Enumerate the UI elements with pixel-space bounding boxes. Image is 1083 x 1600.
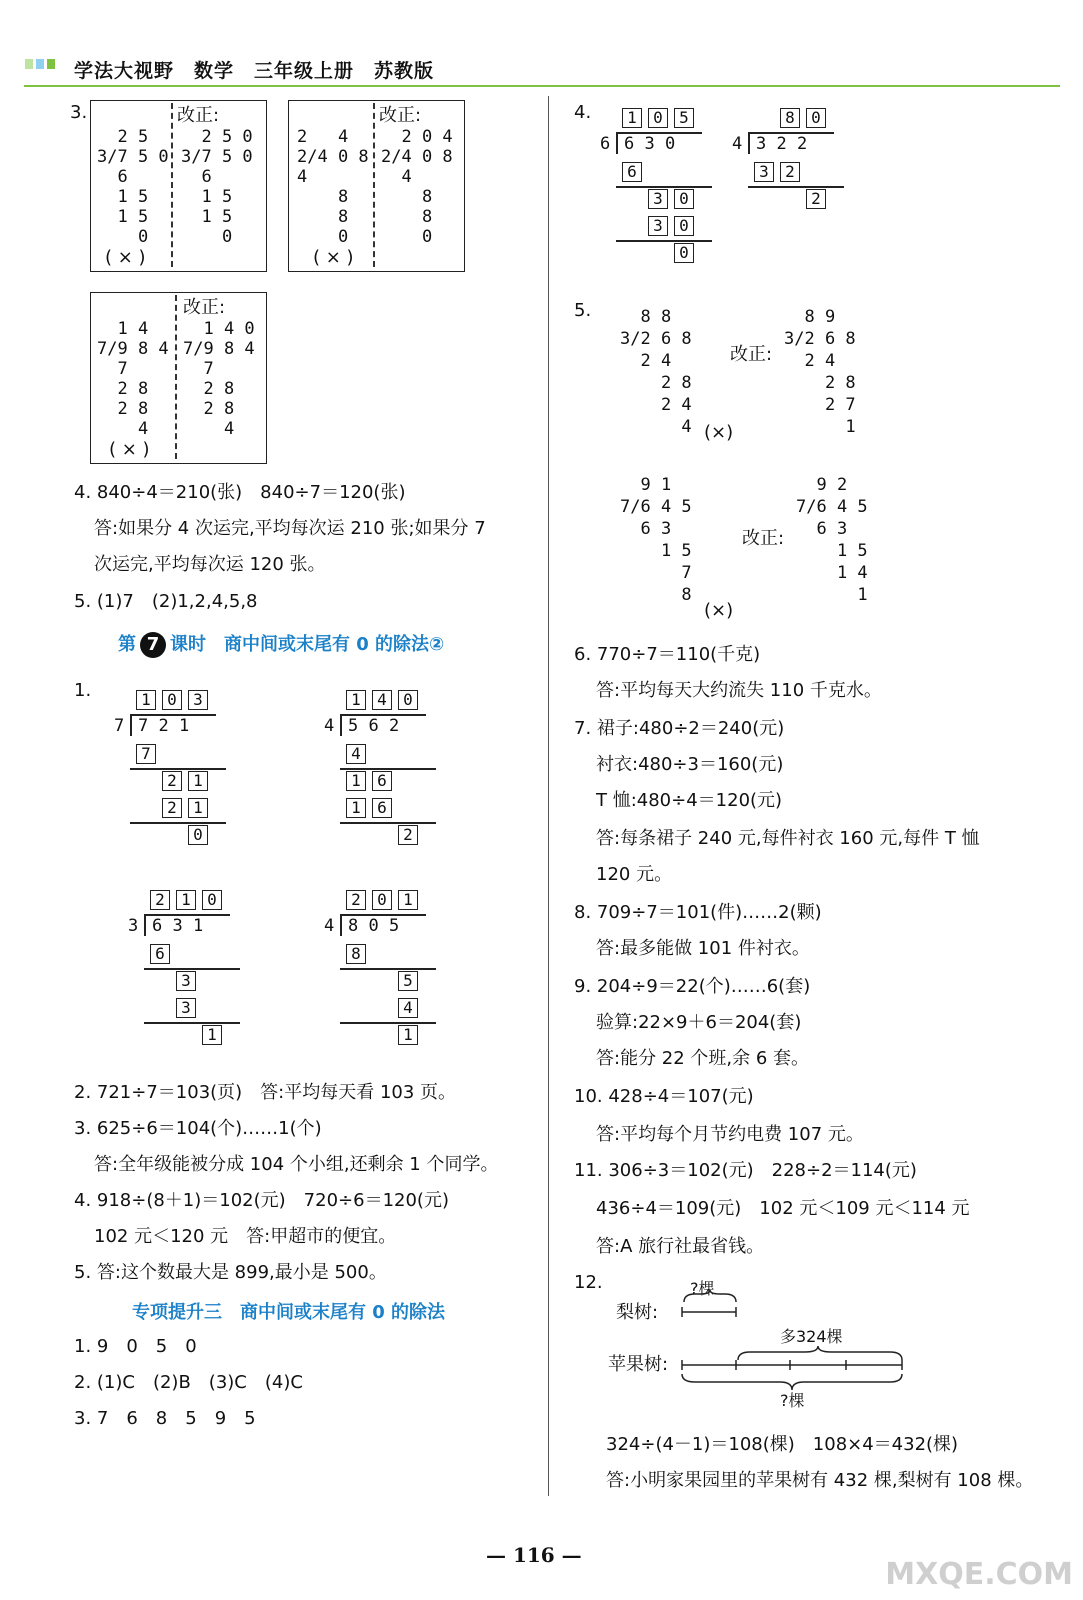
apple-tree-label: 苹果树:: [608, 1354, 669, 1375]
quotient-digit: 1: [346, 690, 366, 710]
step-digit: 2: [806, 189, 826, 209]
divisor: 4: [324, 716, 335, 736]
quotient-digit: 1: [622, 108, 642, 128]
q8-line1: 8. 709÷7＝101(件)……2(颗): [574, 902, 822, 923]
step-digit: 4: [346, 744, 366, 764]
division-bracket: [340, 714, 342, 736]
step-digit: 4: [398, 998, 418, 1018]
right-q5-label: 5.: [574, 300, 592, 321]
column-divider: [548, 96, 549, 1496]
step-digit: 7: [136, 744, 156, 764]
q3b-line2: 答:全年级能被分成 104 个小组,还剩余 1 个同学。: [94, 1154, 499, 1175]
corrected-division-q5b: 9 2 7/6 4 5 6 3 1 5 1 4 1: [796, 475, 868, 605]
q7-line3: T 恤:480÷4＝120(元): [596, 790, 783, 811]
step-digit: 1: [188, 798, 208, 818]
dividend: 5 6 2: [348, 716, 400, 736]
divisor: 4: [324, 916, 335, 936]
q7-line1: 7. 裙子:480÷2＝240(元): [574, 718, 785, 739]
section-title-special: 专项提升三 商中间或末尾有 0 的除法: [132, 1302, 446, 1323]
quotient-digit: 1: [398, 890, 418, 910]
header-title: 学法大视野 数学 三年级上册 苏教版: [74, 60, 435, 82]
correction-box-2: [288, 100, 465, 272]
step-digit: 3: [176, 998, 196, 1018]
apple-brace: [682, 1374, 902, 1390]
s2-q3: 3. 7 6 8 5 9 5: [74, 1408, 256, 1429]
line-segment-diagram: [600, 1290, 920, 1400]
corrected-division: 2 5 0 3/7 5 0 6 1 5 1 5 0: [181, 127, 253, 247]
pear-question-label: ?棵: [690, 1279, 715, 1298]
correction-label: 改正:: [379, 105, 422, 126]
division-bracket: [748, 132, 750, 154]
division-line: [340, 768, 436, 770]
divisor: 6: [600, 134, 611, 154]
q3-label: 3.: [70, 102, 88, 123]
quotient-digit: 0: [648, 108, 668, 128]
more-brace: [738, 1346, 902, 1360]
division-line: [340, 822, 436, 824]
s2-q2: 2. (1)C (2)B (3)C (4)C: [74, 1372, 303, 1393]
mark: ( × ): [313, 247, 354, 268]
q7-line2: 衬衣:480÷3＝160(元): [596, 754, 784, 775]
q6-line1: 6. 770÷7＝110(千克): [574, 644, 761, 665]
step-digit: 1: [188, 771, 208, 791]
step-digit: 1: [346, 798, 366, 818]
step-digit: 0: [674, 243, 694, 263]
pear-tree-label: 梨树:: [616, 1302, 659, 1323]
mark: (×): [704, 600, 734, 621]
q4b-line2: 102 元＜120 元 答:甲超市的便宜。: [94, 1226, 397, 1247]
pear-brace: [684, 1290, 736, 1302]
step-digit: 1: [346, 771, 366, 791]
quotient-digit: 0: [372, 890, 392, 910]
mark: ( × ): [109, 439, 150, 460]
wrong-division: 1 4 7/9 8 4 7 2 8 2 8 4: [97, 319, 169, 439]
quotient-digit: 3: [188, 690, 208, 710]
correction-label: 改正:: [742, 528, 785, 549]
mark: ( × ): [105, 247, 146, 268]
correction-label: 改正:: [177, 105, 220, 126]
q7-line4: 答:每条裙子 240 元,每件衬衣 160 元,每件 T 恤: [596, 828, 980, 849]
quotient-digit: 0: [398, 690, 418, 710]
correction-label: 改正:: [730, 344, 773, 365]
dividend: 3 2 2: [756, 134, 808, 154]
q10-line2: 答:平均每个月节约电费 107 元。: [596, 1124, 864, 1145]
quotient-digit: 5: [674, 108, 694, 128]
s2-q1: 1. 9 0 5 0: [74, 1336, 197, 1357]
divisor: 3: [128, 916, 139, 936]
quotient-digit: 0: [202, 890, 222, 910]
step-digit: 3: [754, 162, 774, 182]
division-line: [144, 1022, 240, 1024]
division-bracket: [616, 132, 618, 154]
q11-line3: 答:A 旅行社最省钱。: [596, 1236, 765, 1257]
step-digit: 5: [398, 971, 418, 991]
q4-line3: 次运完,平均每次运 120 张。: [94, 554, 326, 575]
correction-box-3: [90, 292, 267, 464]
quotient-digit: 1: [176, 890, 196, 910]
divisor: 7: [114, 716, 125, 736]
dividend: 8 0 5: [348, 916, 400, 936]
q4b-line1: 4. 918÷(8＋1)＝102(元) 720÷6＝120(元): [74, 1190, 449, 1211]
dividend: 7 2 1: [138, 716, 190, 736]
division-bracket: [130, 714, 132, 736]
step-digit: 0: [188, 825, 208, 845]
right-q4-label: 4.: [574, 102, 592, 123]
step-digit: 0: [674, 189, 694, 209]
quotient-digit: 0: [806, 108, 826, 128]
quotient-digit: 8: [780, 108, 800, 128]
step-digit: 6: [372, 771, 392, 791]
q12-calc: 324÷(4－1)＝108(棵) 108×4＝432(棵): [606, 1434, 959, 1455]
division-line: [616, 186, 712, 188]
step-digit: 3: [648, 189, 668, 209]
correction-label: 改正:: [183, 297, 226, 318]
q7-line5: 120 元。: [596, 864, 673, 885]
quotient-digit: 2: [346, 890, 366, 910]
q4-line2: 答:如果分 4 次运完,平均每次运 210 张;如果分 7: [94, 518, 486, 539]
q5b: 5. 答:这个数最大是 899,最小是 500。: [74, 1262, 387, 1283]
step-digit: 3: [176, 971, 196, 991]
step-digit: 2: [162, 798, 182, 818]
q8-line2: 答:最多能做 101 件衬衣。: [596, 938, 810, 959]
division-line: [340, 968, 436, 970]
dividend: 6 3 0: [624, 134, 676, 154]
watermark: MXQE.COM: [885, 1557, 1073, 1592]
division-line: [130, 768, 226, 770]
q12-answer: 答:小明家果园里的苹果树有 432 棵,梨树有 108 棵。: [606, 1470, 1034, 1491]
corrected-division-q5a: 8 9 3/2 6 8 2 4 2 8 2 7 1: [784, 307, 856, 437]
wrong-division-q5b: 9 1 7/6 4 5 6 3 1 5 7 8: [620, 475, 692, 605]
q4-line1: 4. 840÷4＝210(张) 840÷7＝120(张): [74, 482, 406, 503]
step-digit: 0: [674, 216, 694, 236]
wrong-division: 2 5 3/7 5 0 6 1 5 1 5 0: [97, 127, 169, 247]
division-line: [144, 968, 240, 970]
wrong-division: 2 4 2/4 0 8 4 8 8 0: [297, 127, 369, 247]
more-label: 多324棵: [780, 1327, 843, 1346]
step-digit: 3: [648, 216, 668, 236]
division-bracket: [144, 914, 146, 936]
apple-question-label: ?棵: [780, 1391, 805, 1410]
q9-line1: 9. 204÷9＝22(个)……6(套): [574, 976, 811, 997]
divisor: 4: [732, 134, 743, 154]
logo-icon: [24, 56, 58, 72]
q11-line1: 11. 306÷3＝102(元) 228÷2＝114(元): [574, 1160, 917, 1181]
mark: (×): [704, 422, 734, 443]
q1-label: 1.: [74, 680, 92, 701]
quotient-digit: 2: [150, 890, 170, 910]
q5: 5. (1)7 (2)1,2,4,5,8: [74, 591, 258, 612]
step-digit: 2: [780, 162, 800, 182]
q3b-line1: 3. 625÷6＝104(个)……1(个): [74, 1118, 322, 1139]
step-digit: 2: [398, 825, 418, 845]
corrected-division: 1 4 0 7/9 8 4 7 2 8 2 8 4: [183, 319, 255, 439]
step-digit: 1: [398, 1025, 418, 1045]
wrong-division-q5a: 8 8 3/2 6 8 2 4 2 8 2 4 4: [620, 307, 692, 437]
division-bracket: [340, 914, 342, 936]
step-digit: 8: [346, 944, 366, 964]
step-digit: 2: [162, 771, 182, 791]
quotient-digit: 0: [162, 690, 182, 710]
division-line: [340, 1022, 436, 1024]
section-title-lesson7: 第 7 课时 商中间或末尾有 0 的除法②: [118, 630, 444, 658]
corrected-division: 2 0 4 2/4 0 8 4 8 8 0: [381, 127, 453, 247]
step-digit: 6: [622, 162, 642, 182]
division-line: [748, 186, 844, 188]
q10-line1: 10. 428÷4＝107(元): [574, 1086, 754, 1107]
correction-box-1: [90, 100, 267, 272]
q9-line2: 验算:22×9＋6＝204(套): [596, 1012, 802, 1033]
dividend: 6 3 1: [152, 916, 204, 936]
q6-line2: 答:平均每天大约流失 110 千克水。: [596, 680, 882, 701]
step-digit: 1: [202, 1025, 222, 1045]
q2: 2. 721÷7＝103(页) 答:平均每天看 103 页。: [74, 1082, 457, 1103]
q12-label: 12.: [574, 1272, 603, 1293]
division-line: [616, 240, 712, 242]
header-divider: [24, 85, 1060, 87]
q11-line2: 436÷4＝109(元) 102 元＜109 元＜114 元: [596, 1198, 970, 1219]
division-line: [130, 822, 226, 824]
quotient-digit: 1: [136, 690, 156, 710]
q9-line3: 答:能分 22 个班,余 6 套。: [596, 1048, 810, 1069]
lesson-number-badge: 7: [140, 632, 166, 658]
page-number: — 116 —: [486, 1543, 582, 1567]
quotient-digit: 4: [372, 690, 392, 710]
step-digit: 6: [372, 798, 392, 818]
step-digit: 6: [150, 944, 170, 964]
